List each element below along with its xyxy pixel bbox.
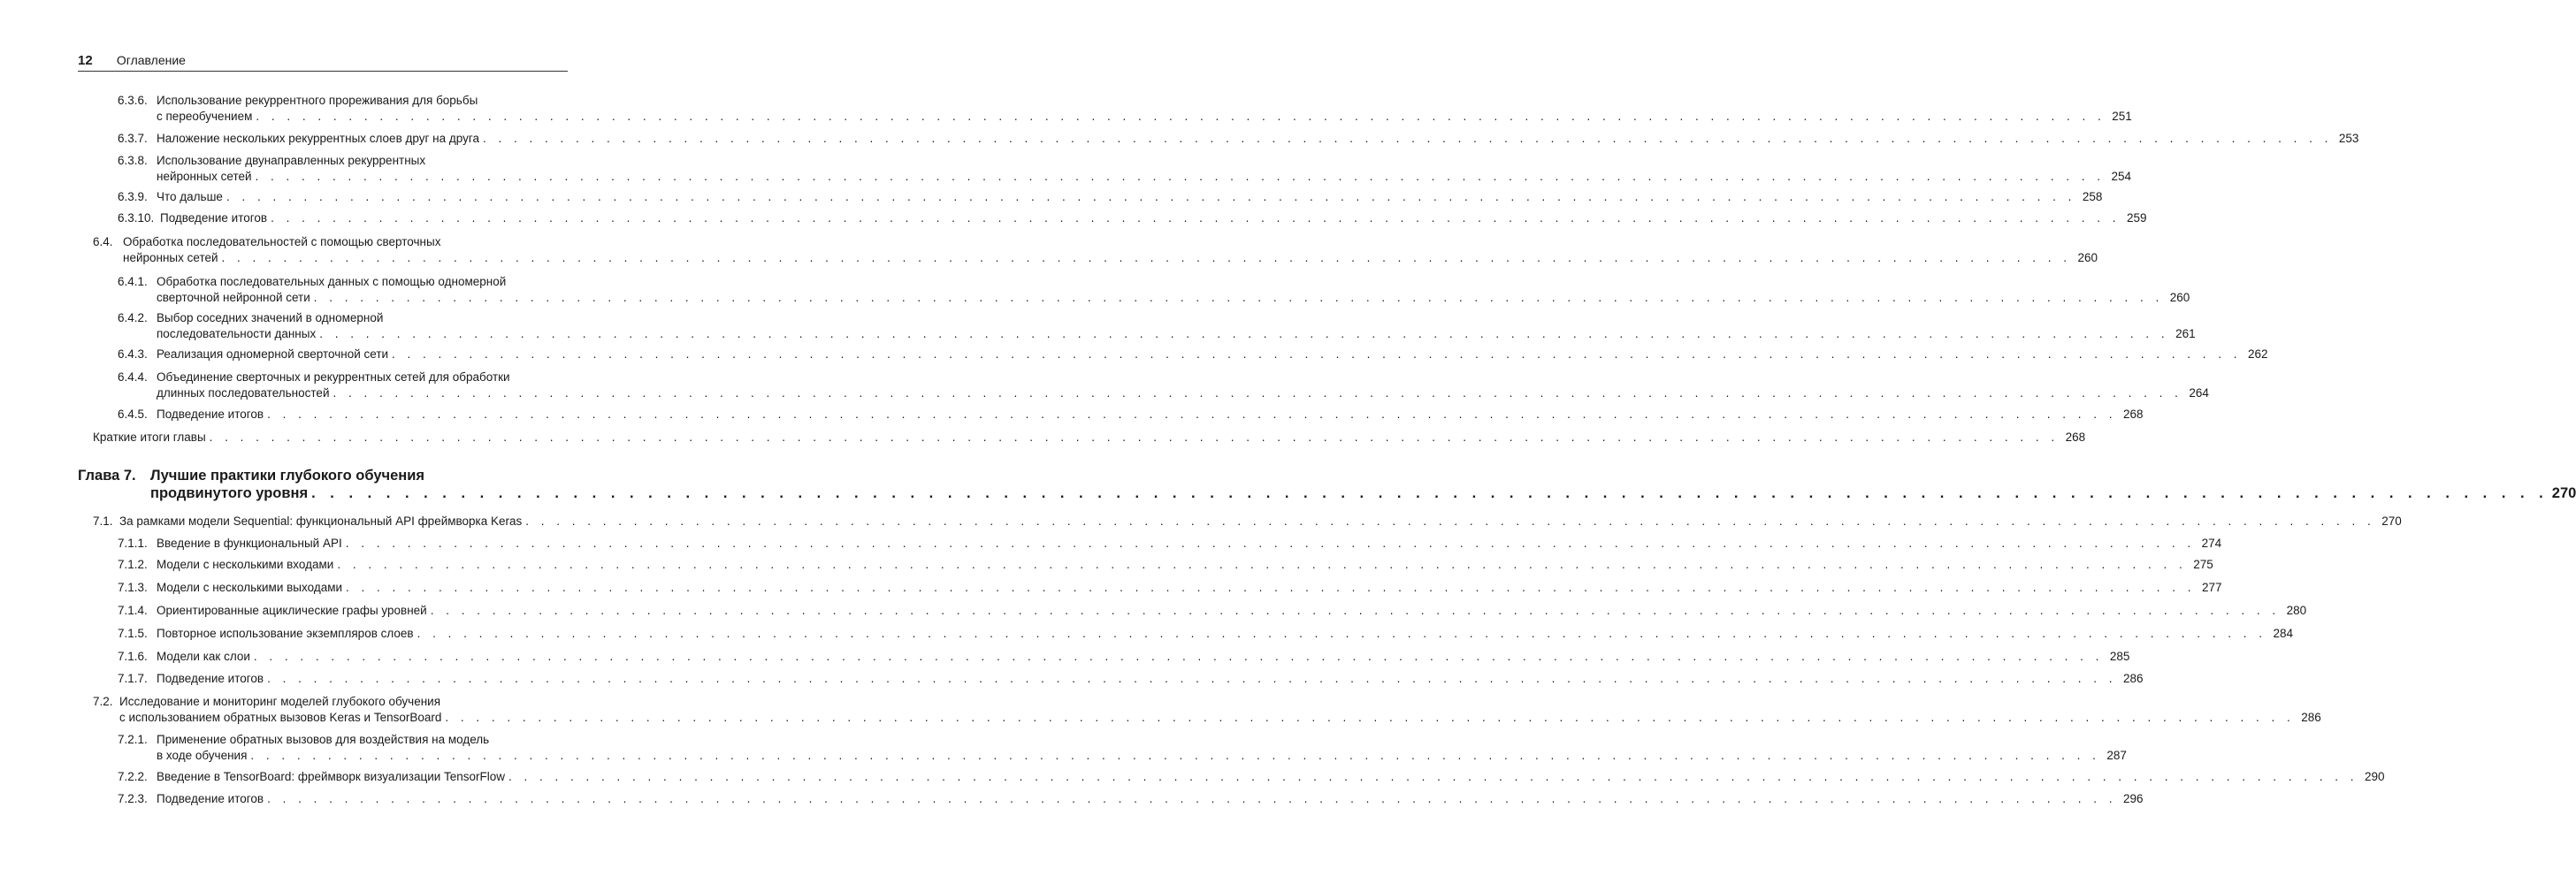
chapter-entry[interactable] xyxy=(78,467,2576,502)
page-reference: 268 xyxy=(2065,431,2086,444)
dot-leader: . . . . . . . . . . . . . . . . . . . . . . . . . . . . . . . . . . . . . . . . . . . . . . . . . . . . . . . . . . . . . . . . . . . . . . . . . . . . . . . . . . . . . . . . . . . . . . . . . . . . . . . . . . . . . . . . . . . . . . . . xyxy=(267,792,2117,805)
entry-title: Что дальше xyxy=(157,190,223,203)
page-reference: 277 xyxy=(2201,581,2222,594)
entry-title-line: Исследование и мониторинг моделей глубокого обучения xyxy=(119,695,441,708)
page-reference: 284 xyxy=(2273,627,2294,640)
toc-entry[interactable] xyxy=(118,536,2222,552)
page-reference: 287 xyxy=(2106,749,2127,762)
toc-entry[interactable] xyxy=(118,131,2359,147)
entry-number: 6.3.7. xyxy=(118,132,148,145)
page-reference: 260 xyxy=(2077,251,2098,264)
toc-entry[interactable] xyxy=(118,626,2294,642)
toc-entry[interactable] xyxy=(118,93,2132,125)
entry-number: 7.1. xyxy=(93,514,113,528)
entry-title: в ходе обучения xyxy=(157,749,248,762)
dot-leader: . . . . . . . . . . . . . . . . . . . . . . . . . . . . . . . . . . . . . . . . . . . . . . . . . . . . . . . . . . . . . . . . . . . . . . . . . . . . . . . . . . . . . . . . . . . . . . . . . . . . . . . . . . . . . . . . . . . . . . . . xyxy=(482,132,2333,145)
entry-title: Модели с несколькими входами xyxy=(157,558,334,571)
entry-number: 7.2.1. xyxy=(118,733,148,746)
dot-leader: . . . . . . . . . . . . . . . . . . . . . . . . . . . . . . . . . . . . . . . . . . . . . . . . . . . . . . . . . . . . . . . . . . . . . . . . . . . . . . . . . . . . . . . . . . . . . . . . . . . . . . . . . . . . . . . . . . . . . . . . xyxy=(225,190,2076,203)
entry-title-line: Использование двунаправленных рекуррентных xyxy=(157,154,426,167)
page-reference: 268 xyxy=(2122,408,2144,421)
entry-number: 7.1.4. xyxy=(118,604,148,617)
entry-number: 7.1.1. xyxy=(118,537,148,550)
entry-title-line: Лучшие практики глубокого обучения xyxy=(150,468,425,484)
toc-entry[interactable] xyxy=(93,694,2321,726)
dot-leader: . . . . . . . . . . . . . . . . . . . . . . . . . . . . . . . . . . . . . . . . . . . . . . . . . . . . . . . . . . . . . . . . . . . . . . . . . . . . . . . . . . . . . . . . . . . . . . . . . . . . . . . . . . . . . . . . . . . . . . . . xyxy=(346,581,2196,594)
entry-title-line: Обработка последовательностей с помощью сверточных xyxy=(123,235,441,248)
dot-leader: . . . . . . . . . . . . . . . . . . . . . . . . . . . . . . . . . . . . . . . . . . . . . . . . . . . . . . . . . . . . . . . . . . . . . . . . . . . . . . . . . . . . . . . . . . . . . . . . . . . . . . . . . . . . . . . . . . . . . . . . xyxy=(209,431,2060,444)
entry-title-line: Использование рекуррентного прореживания для борьбы xyxy=(157,94,478,107)
toc-entry[interactable] xyxy=(118,580,2222,596)
toc-entry[interactable] xyxy=(118,347,2268,362)
entry-title: Наложение нескольких рекуррентных слоев друг на друга xyxy=(157,132,479,145)
entry-title: За рамками модели Sequential: функциональный API фреймворка Keras xyxy=(119,514,523,528)
entry-number: Глава 7. xyxy=(78,468,136,484)
dot-leader: . . . . . . . . . . . . . . . . . . . . . . . . . . . . . . . . . . . . . . . . . . . . . . . . . . . . . . . . . . . . . . . . . . . . . . . . . . . . . . . . . . . . . . . . . . . . . . . . . . . . . . . . . . . . . . . . . . . . . . . . xyxy=(508,770,2358,783)
entry-title: Подведение итогов xyxy=(157,792,264,805)
toc-entry[interactable] xyxy=(118,370,2209,401)
page-reference: 253 xyxy=(2338,132,2359,145)
dot-leader: . . . . . . . . . . . . . . . . . . . . . . . . . . . . . . . . . . . . . . . . . . . . . . . . . . . . . . . . . . . . . . . . . . . . . . . . . . . . . . . . . . . . . . . . . . . . . . . . . . . . . . . . . . . . . . . . . . . . . . . . xyxy=(313,291,2164,304)
dot-leader: . . . . . . . . . . . . . . . . . . . . . . . . . . . . . . . . . . . . . . . . . . . . . . . . . . . . . . . . . . . . . . . . . . . . . . . . . . . . . . . . . . . . . . . . . . . . . . . . . . . . . . . . . . . . . . . . . . . . . . . . xyxy=(417,627,2267,640)
entry-title: Введение в функциональный API xyxy=(157,537,342,550)
toc-entry[interactable] xyxy=(118,210,2147,226)
entry-number: 7.1.5. xyxy=(118,627,148,640)
toc-entry[interactable] xyxy=(118,671,2144,687)
entry-title: Ориентированные ациклические графы уровней xyxy=(157,604,427,617)
dot-leader: . . . . . . . . . . . . . . . . . . . . . . . . . . . . . . . . . . . . . . . . . . . . . . . . . . . . . . . . . . . . . . . . . . . . . . . . . . . . . . . . . . . . . . . . . . . . . . . . . . . . . . . . . . . . . . . . . . . . . . . . xyxy=(267,672,2117,685)
toc-entry[interactable] xyxy=(118,732,2127,764)
page-reference: 264 xyxy=(2189,386,2209,400)
entry-number: 6.4.2. xyxy=(118,311,148,324)
entry-title: Подведение итогов xyxy=(157,408,264,421)
entry-title: Подведение итогов xyxy=(160,211,268,225)
toc-entry[interactable] xyxy=(93,234,2098,266)
entry-title: Краткие итоги главы xyxy=(93,431,206,444)
entry-number: 6.4.5. xyxy=(118,408,148,421)
entry-title: с использованием обратных вызовов Keras и TensorBoard xyxy=(119,711,442,724)
page-reference: 286 xyxy=(2122,672,2144,685)
page-reference: 270 xyxy=(2551,485,2576,501)
entry-title: нейронных сетей xyxy=(157,170,252,183)
page-reference: 258 xyxy=(2082,190,2103,203)
page-reference: 262 xyxy=(2247,347,2268,361)
entry-title-line: Выбор соседних значений в одномерной xyxy=(157,311,384,324)
entry-title: Реализация одномерной сверточной сети xyxy=(157,347,389,361)
toc-entry[interactable] xyxy=(118,274,2190,306)
entry-title: длинных последовательностей xyxy=(157,386,330,400)
toc-entry[interactable] xyxy=(118,603,2307,619)
dot-leader: . . . . . . . . . . . . . . . . . . . . . . . . . . . . . . . . . . . . . . . . . . . . . . . . . . . . . . . . . . . . . . . . . . . . . . . . . . . . . . . . . . . . . . . . . . . . . . . . . . . . . . . . . . . . . . . . . . . . . . . . xyxy=(253,650,2104,663)
dot-leader: . . . . . . . . . . . . . . . . . . . . . . . . . . . . . . . . . . . . . . . . . . . . . . . . . . . . . . . . . . . . . . . . . . . . . . . . . . . . . . . . . . . . . . . . . . . . . . . . . . . . . . . . . . . . . . . . . . . . . . . . xyxy=(319,327,2169,340)
entry-number: 7.2. xyxy=(93,695,113,708)
dot-leader: . . . . . . . . . . . . . . . . . . . . . . . . . . . . . . . . . . . . . . . . . . . . . . . . . . . . . . . . . . . . . . . . . . . . . . . . . . . . . . . . . . . . . . . . . . . . . . . . . . . . . . . . . . . . . . . . . . . . . . . . xyxy=(267,408,2117,421)
dot-leader: . . . . . . . . . . . . . . . . . . . . . . . . . . . . . . . . . . . . . . . . . . . . . . . . . . . . . . . . . . . . . . . . . . . . . . . . . . . . . . . . . . . . . . . . . . . . . . . . . . . . . . . . . . . . . . . . . . . . . . . . xyxy=(337,558,2187,571)
dot-leader: . . . . . . . . . . . . . . . . . . . . . . . . . . . . . . . . . . . . . . . . . . . . . . . . . . . . . . . . . . . . . . . . . . . . . . . . . . . . . . . . . . . . . . . . . . . . . . . . . . . . . . . . . . . . . . . . . . . . . . . . xyxy=(333,386,2182,400)
entry-title: последовательности данных xyxy=(157,327,317,340)
entry-number: 6.4.4. xyxy=(118,370,148,384)
entry-number: 6.4. xyxy=(93,235,113,248)
page-reference: 286 xyxy=(2301,711,2321,724)
page-reference: 261 xyxy=(2175,327,2196,340)
page-reference: 254 xyxy=(2111,170,2131,183)
page-reference: 290 xyxy=(2364,770,2385,783)
page-reference: 280 xyxy=(2286,604,2307,617)
entry-title: сверточной нейронной сети xyxy=(157,291,310,304)
entry-title: Подведение итогов xyxy=(157,672,264,685)
dot-leader: . . . . . . . . . . . . . . . . . . . . . . . . . . . . . . . . . . . . . . . . . . . . . . . . . . . . . . . . . . . . . . . . . . . . . . . . . . . . . . . . . . . . . . . . . . . . . . . . . . . . . . . . . . . . . . . . . . . . . . . . xyxy=(256,110,2106,123)
entry-title-line: Объединение сверточных и рекуррентных сетей для обработки xyxy=(157,370,510,384)
entry-title-line: Обработка последовательных данных с помощью одномерной xyxy=(157,275,507,288)
page-reference: 260 xyxy=(2169,291,2190,304)
entry-title: Введение в TensorBoard: фреймворк визуализации TensorFlow xyxy=(157,770,506,783)
dot-leader: . . . . . . . . . . . . . . . . . . . . . . . . . . . . . . . . . . . . . . . . . . . . . . . . . . . . . . . . . . . . . . . . . . . . . . . . . . . . . . . . . . . . . . . . . . . . . . . . . . . . . . . . . . . . . . . . . . . . . . . . xyxy=(250,749,2100,762)
toc-entry[interactable] xyxy=(118,189,2103,205)
toc-entry[interactable] xyxy=(118,649,2130,665)
toc-entry[interactable] xyxy=(118,310,2196,342)
dot-leader: . . . . . . . . . . . . . . . . . . . . . . . . . . . . . . . . . . . . . . . . . . . . . . . . . . . . . . . . . . . . . . . . . . . . . . . . . . . . . . . . . . . . . . . . . . . . . . . . . . . . . . . . . . . . . . . . . . . . . . . . xyxy=(311,485,2549,501)
page-reference: 296 xyxy=(2122,792,2144,805)
toc-entry[interactable] xyxy=(118,153,2131,185)
page-reference: 275 xyxy=(2193,558,2213,571)
entry-number: 7.1.3. xyxy=(118,581,148,594)
entry-title: Повторное использование экземпляров слоев xyxy=(157,627,414,640)
toc-entry[interactable] xyxy=(118,557,2213,573)
entry-title: продвинутого уровня xyxy=(150,485,309,501)
page-reference: 274 xyxy=(2201,537,2222,550)
toc-entry[interactable] xyxy=(93,514,2402,530)
page-reference: 285 xyxy=(2109,650,2130,663)
toc-entry[interactable] xyxy=(118,769,2385,785)
toc-entry[interactable] xyxy=(118,407,2144,423)
dot-leader: . . . . . . . . . . . . . . . . . . . . . . . . . . . . . . . . . . . . . . . . . . . . . . . . . . . . . . . . . . . . . . . . . . . . . . . . . . . . . . . . . . . . . . . . . . . . . . . . . . . . . . . . . . . . . . . . . . . . . . . . xyxy=(445,711,2295,724)
page-reference: 251 xyxy=(2112,110,2132,123)
entry-title: с переобучением xyxy=(157,110,253,123)
page-reference: 270 xyxy=(2381,514,2402,528)
entry-number: 6.4.1. xyxy=(118,275,148,288)
entry-number: 6.3.8. xyxy=(118,154,148,167)
entry-number: 6.3.6. xyxy=(118,94,148,107)
dot-leader: . . . . . . . . . . . . . . . . . . . . . . . . . . . . . . . . . . . . . . . . . . . . . . . . . . . . . . . . . . . . . . . . . . . . . . . . . . . . . . . . . . . . . . . . . . . . . . . . . . . . . . . . . . . . . . . . . . . . . . . . xyxy=(430,604,2281,617)
dot-leader: . . . . . . . . . . . . . . . . . . . . . . . . . . . . . . . . . . . . . . . . . . . . . . . . . . . . . . . . . . . . . . . . . . . . . . . . . . . . . . . . . . . . . . . . . . . . . . . . . . . . . . . . . . . . . . . . . . . . . . . . xyxy=(345,537,2196,550)
entry-title: Модели как слои xyxy=(157,650,250,663)
dot-leader: . . . . . . . . . . . . . . . . . . . . . . . . . . . . . . . . . . . . . . . . . . . . . . . . . . . . . . . . . . . . . . . . . . . . . . . . . . . . . . . . . . . . . . . . . . . . . . . . . . . . . . . . . . . . . . . . . . . . . . . . xyxy=(525,514,2375,528)
dot-leader: . . . . . . . . . . . . . . . . . . . . . . . . . . . . . . . . . . . . . . . . . . . . . . . . . . . . . . . . . . . . . . . . . . . . . . . . . . . . . . . . . . . . . . . . . . . . . . . . . . . . . . . . . . . . . . . . . . . . . . . . xyxy=(271,211,2121,225)
entry-number: 7.1.6. xyxy=(118,650,148,663)
dot-leader: . . . . . . . . . . . . . . . . . . . . . . . . . . . . . . . . . . . . . . . . . . . . . . . . . . . . . . . . . . . . . . . . . . . . . . . . . . . . . . . . . . . . . . . . . . . . . . . . . . . . . . . . . . . . . . . . . . . . . . . . xyxy=(255,170,2105,183)
running-title: Оглавление xyxy=(116,53,186,67)
entry-number: 6.4.3. xyxy=(118,347,148,361)
entry-title: нейронных сетей xyxy=(123,251,218,264)
toc-entry[interactable] xyxy=(118,791,2144,807)
entry-title: Модели с несколькими выходами xyxy=(157,581,343,594)
entry-number: 7.1.2. xyxy=(118,558,148,571)
toc-entry[interactable] xyxy=(93,430,2086,446)
dot-leader: . . . . . . . . . . . . . . . . . . . . . . . . . . . . . . . . . . . . . . . . . . . . . . . . . . . . . . . . . . . . . . . . . . . . . . . . . . . . . . . . . . . . . . . . . . . . . . . . . . . . . . . . . . . . . . . . . . . . . . . . xyxy=(392,347,2242,361)
page-reference: 259 xyxy=(2126,211,2147,225)
dot-leader: . . . . . . . . . . . . . . . . . . . . . . . . . . . . . . . . . . . . . . . . . . . . . . . . . . . . . . . . . . . . . . . . . . . . . . . . . . . . . . . . . . . . . . . . . . . . . . . . . . . . . . . . . . . . . . . . . . . . . . . . xyxy=(221,251,2071,264)
entry-title-line: Применение обратных вызовов для воздействия на модель xyxy=(157,733,490,746)
entry-number: 6.3.10. xyxy=(118,211,155,225)
entry-number: 7.2.2. xyxy=(118,770,148,783)
entry-number: 6.3.9. xyxy=(118,190,148,203)
page-number: 12 xyxy=(78,53,93,68)
entry-number: 7.2.3. xyxy=(118,792,148,805)
entry-number: 7.1.7. xyxy=(118,672,148,685)
